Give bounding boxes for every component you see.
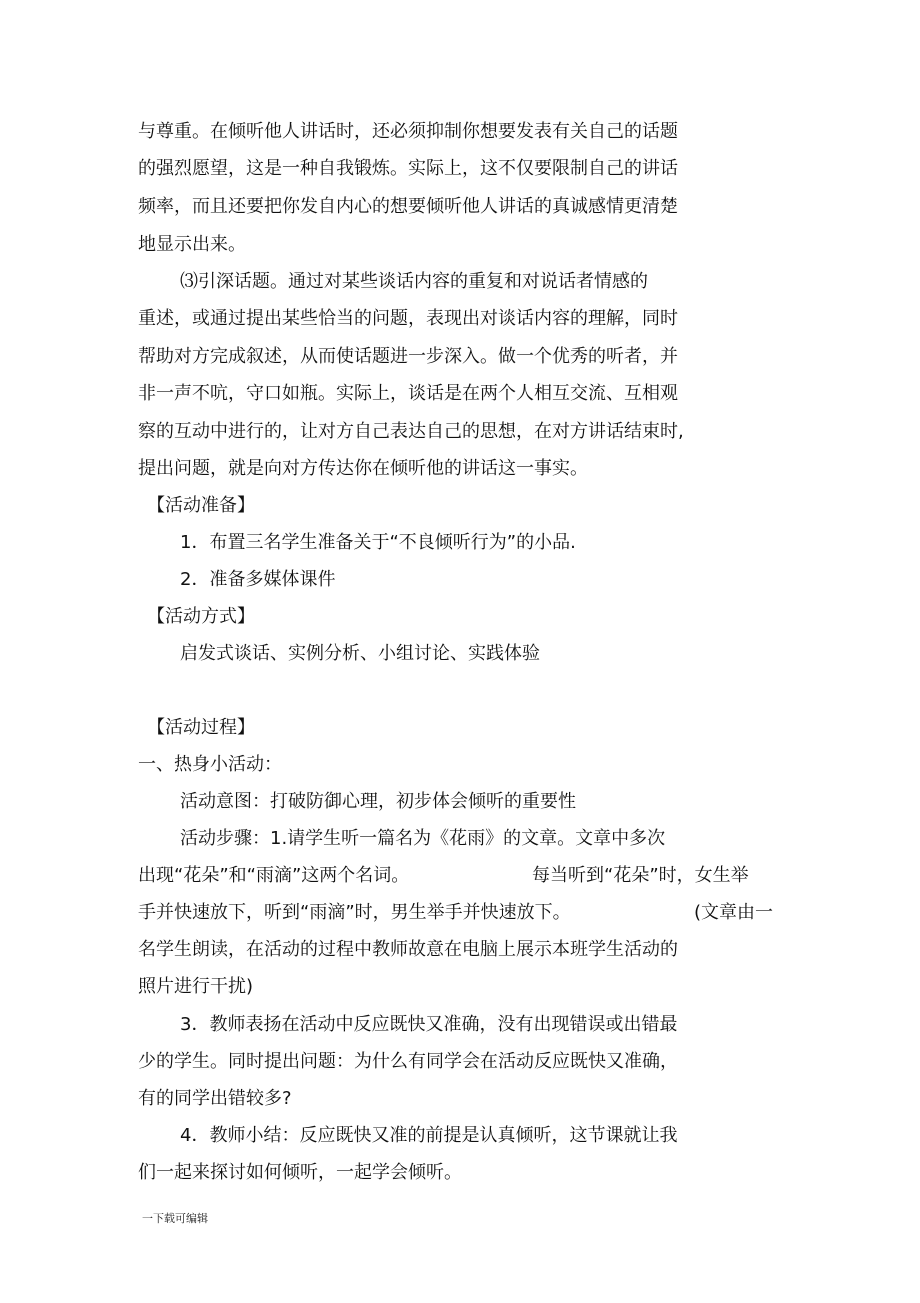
text-line: 提出问题，就是向对方传达你在倾听他的讲话这一事实。 [138, 458, 588, 479]
text-line: 频率，而且还要把你发自内心的想要倾听他人讲话的真诚感情更清楚 [138, 196, 678, 217]
text-line: ⑶引深话题。通过对某些谈话内容的重复和对说话者情感的 [180, 271, 648, 292]
text-line: 与尊重。在倾听他人讲话时，还必须抑制你想要发表有关自己的话题 [138, 121, 678, 142]
text-line: (文章由一 [694, 902, 774, 923]
text-line: 出现“花朵”和“雨滴”这两个名词。 [138, 865, 410, 886]
text-line: 每当听到“花朵”时，女生举 [532, 865, 749, 886]
activity-intent: 活动意图：打破防御心理，初步体会倾听的重要性 [180, 791, 576, 812]
text-line: 活动步骤：1.请学生听一篇名为《花雨》的文章。文章中多次 [180, 828, 666, 849]
text-line: 4．教师小结：反应既快又准的前提是认真倾听，这节课就让我 [180, 1125, 678, 1146]
list-item: 2．准备多媒体课件 [180, 569, 336, 590]
text-line: 非一声不吭，守口如瓶。实际上，谈话是在两个人相互交流、互相观 [138, 383, 678, 404]
section-heading: 【活动准备】 [147, 495, 255, 516]
text-line: 手并快速放下，听到“雨滴”时，男生举手并快速放下。 [138, 902, 571, 923]
section-heading: 【活动方式】 [147, 606, 255, 627]
text-line: 名学生朗读，在活动的过程中教师故意在电脑上展示本班学生活动的 [138, 939, 678, 960]
list-item: 1．布置三名学生准备关于“不良倾听行为”的小品. [180, 532, 576, 553]
section-heading: 【活动过程】 [147, 717, 255, 738]
text-line: 照片进行干扰) [138, 976, 254, 997]
method-text: 启发式谈话、实例分析、小组讨论、实践体验 [180, 643, 540, 664]
text-line: 帮助对方完成叙述，从而使话题进一步深入。做一个优秀的听者，并 [138, 346, 678, 367]
subsection-title: 一、热身小活动： [138, 754, 282, 775]
text-line: 察的互动中进行的，让对方自己表达自己的思想，在对方讲话结束时, [138, 421, 684, 442]
text-line: 少的学生。同时提出问题：为什么有同学会在活动反应既快又准确， [138, 1051, 678, 1072]
footer-note: 一下载可编辑 [142, 1212, 208, 1225]
text-line: 3．教师表扬在活动中反应既快又准确，没有出现错误或出错最 [180, 1014, 678, 1035]
text-line: 重述，或通过提出某些恰当的问题，表现出对谈话内容的理解，同时 [138, 308, 678, 329]
text-line: 的强烈愿望，这是一种自我锻炼。实际上，这不仅要限制自己的讲话 [138, 158, 678, 179]
text-line: 有的同学出错较多? [138, 1088, 292, 1109]
text-line: 们一起来探讨如何倾听，一起学会倾听。 [138, 1162, 462, 1183]
text-line: 地显示出来。 [138, 234, 246, 255]
